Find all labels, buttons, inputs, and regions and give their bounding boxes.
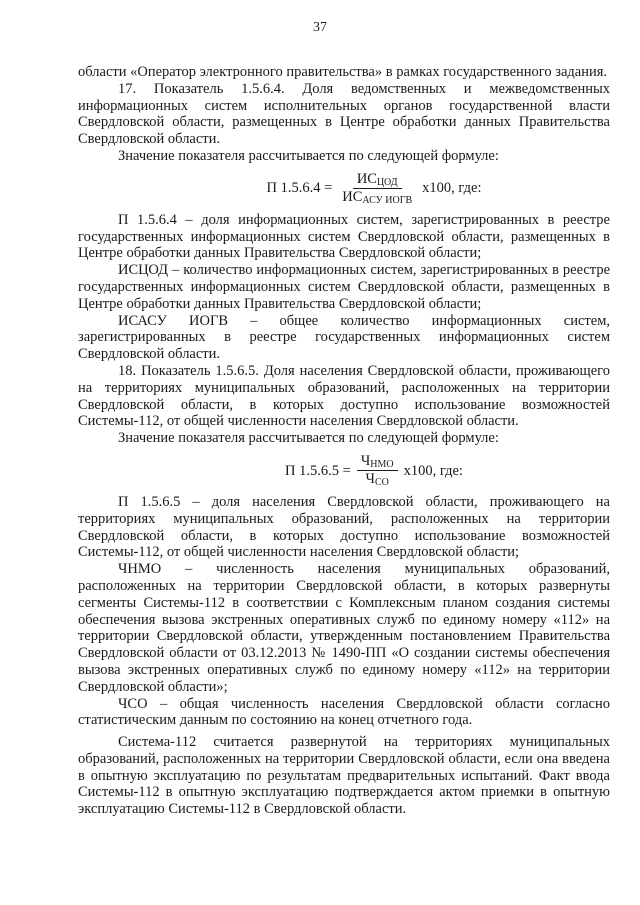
formula-2-lhs: П 1.5.6.5 = (285, 462, 351, 479)
paragraph-continuation: области «Оператор электронного правительства» в рамках государственного задания. (78, 64, 608, 80)
formula-intro-1: Значение показателя рассчитывается по следующей формуле: (118, 147, 499, 164)
page-number: 37 (313, 20, 327, 35)
paragraph-item-17: 17. Показатель 1.5.6.4. Доля ведомственных и межведомственных информационных систем исполнительных органов государственной власти Свердловской области, размещенных в Центре обработки данных Правительства Свердловской области. (78, 80, 610, 148)
document-body (78, 64, 610, 818)
formula-2-numerator: $Ч_{НМО}$ (357, 454, 398, 471)
paragraph-system-112: Система-112 считается развернутой на территориях муниципальных образований, расположенных на территории Свердловской области, если она введена в опытную эксплуатацию по результатам предварительных испытаний. Факт ввода Системы-112 в опытную эксплуатацию подтверждается актом приемки в опытную эксплуатацию Системы-112 в Свердловской области. (78, 734, 610, 818)
formula-2-denominator: $Ч_{СО}$ (365, 471, 389, 489)
formula-2 (78, 451, 610, 491)
formula-2-rhs: x100, где: (403, 462, 463, 479)
definition-ch-so: ЧСО – общая численность населения Свердловской области согласно статистическим данным по состоянию на конец отчетного года. (78, 695, 610, 729)
formula-1-rhs: x100, где: (422, 180, 482, 197)
formula-2-fraction (357, 454, 398, 487)
formula-1-lhs: П 1.5.6.4 = (266, 180, 333, 197)
formula-1-denominator: $ИС_{АСУ ИОГВ}$ (342, 189, 413, 207)
definition-is-asu-iogv: ИСАСУ ИОГВ – общее количество информационных систем, зарегистрированных в реестре государственных информационных систем Свердловской области. (78, 312, 610, 363)
definition-is-tsod: ИСЦОД – количество информационных систем, зарегистрированных в реестре государственных информационных систем Свердловской области, размещенных в Центре обработки данных Правительства Свердловской области; (78, 262, 610, 312)
formula-1-fraction (338, 172, 416, 205)
definition-ch-nmo: ЧНМО – численность населения муниципальных образований, расположенных на территории Свердловской области, в которых развернуты сегменты Системы-112 в соответствии с Комплексным планом создания системы обеспечения вызова экстренных оперативных служб по единому номеру «112» на территории Свердловской области, утвержденным постановлением Правительства Свердловской области от 03.12.2013 № 1490-ПП «О создании системы обеспечения вызова экстренных оперативных служб по единому номеру «112» на территории Свердловской области»; (78, 561, 610, 695)
formula-1 (78, 169, 610, 209)
formula-intro-2: Значение показателя рассчитывается по следующей формуле: (118, 430, 499, 447)
definition-p-1-5-6-5: П 1.5.6.5 – доля населения Свердловской области, проживающего на территориях муниципальных образований, расположенных на территории Свердловской области, в которых доступно использование возможностей Системы-112, от общей численности населения Свердловской области; (78, 493, 610, 561)
formula-1-numerator: $ИС_{ЦОД}$ (353, 172, 402, 189)
definition-p-1-5-6-4: П 1.5.6.4 – доля информационных систем, зарегистрированных в реестре государственных информационных систем Свердловской области, размещенных в Центре обработки данных Правительства Свердловской области; (78, 211, 610, 262)
paragraph-item-18: 18. Показатель 1.5.6.5. Доля населения Свердловской области, проживающего на территориях муниципальных образований, расположенных на территории Свердловской области, в которых доступно использование возможностей Системы-112, от общей численности населения Свердловской области. (78, 362, 610, 430)
